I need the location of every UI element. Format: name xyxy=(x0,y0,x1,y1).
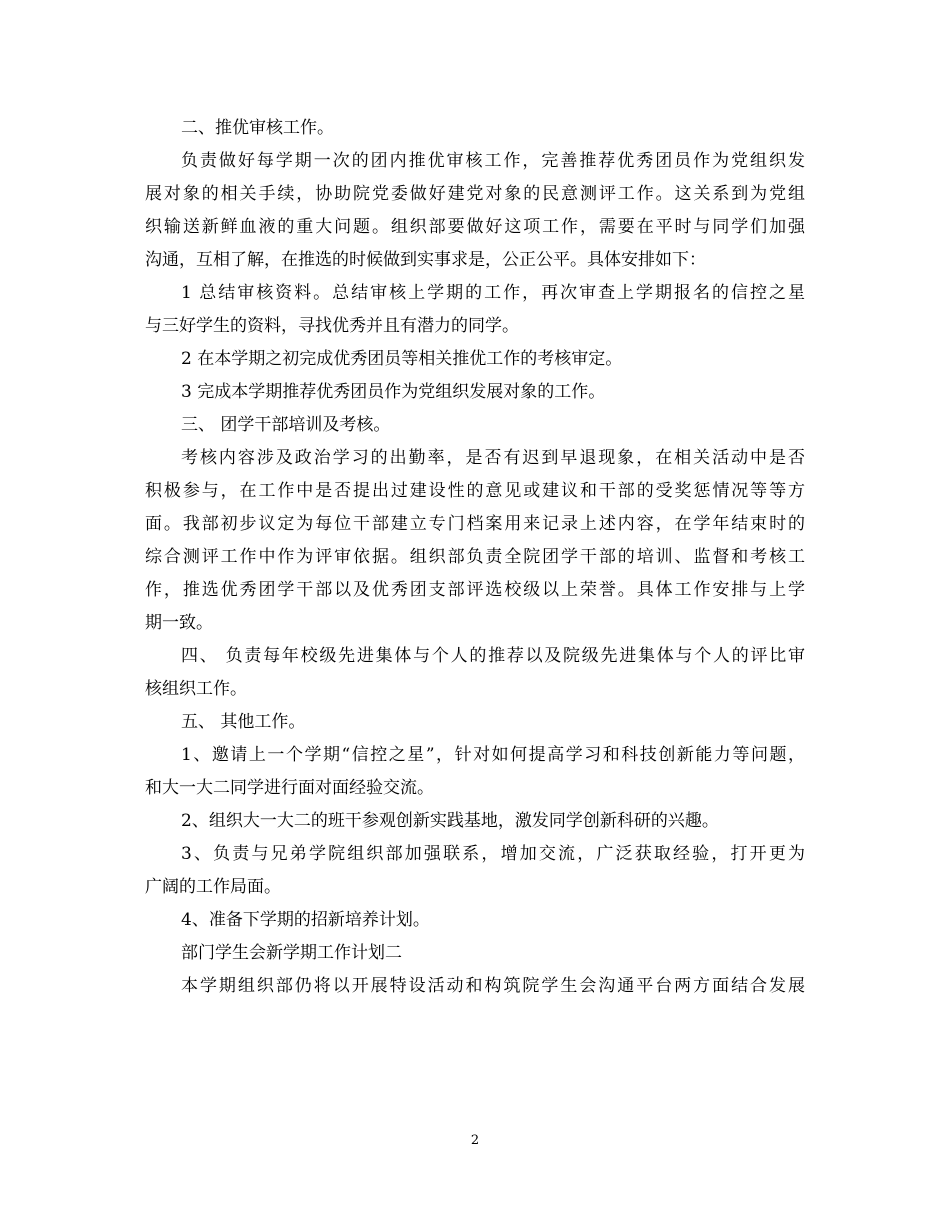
section-heading-4: 四、 负责每年校级先进集体与个人的推荐以及院级先进集体与个人的评比审 xyxy=(181,646,805,666)
paragraph-line: 面。我部初步议定为每位干部建立专门档案用来记录上述内容，在学年结束时的 xyxy=(145,514,805,534)
list-item-1: 1、邀请上一个学期“信控之星”，针对如何提高学习和科技创新能力等问题， xyxy=(181,745,805,765)
page-number: 2 xyxy=(470,1133,480,1148)
list-item-3: 3、负责与兄弟学院组织部加强联系，增加交流，广泛获取经验，打开更为 xyxy=(181,844,805,864)
paragraph-line: 负责做好每学期一次的团内推优审核工作，完善推荐优秀团员作为党组织发 xyxy=(181,151,805,171)
list-item-2: 2、组织大一大二的班干参观创新实践基地，激发同学创新科研的兴趣。 xyxy=(181,811,719,831)
paragraph-line: 综合测评工作中作为评审依据。组织部负责全院团学干部的培训、监督和考核工 xyxy=(145,547,805,567)
paragraph-line: 本学期组织部仍将以开展特设活动和构筑院学生会沟通平台两方面结合发展 xyxy=(181,976,805,996)
paragraph-line: 沟通，互相了解，在推选的时候做到实事求是，公正公平。具体安排如下： xyxy=(145,250,706,270)
paragraph-line: 期一致。 xyxy=(145,613,213,633)
list-item-1-cont: 与三好学生的资料，寻找优秀并且有潜力的同学。 xyxy=(145,316,519,336)
section-heading-4-cont: 核组织工作。 xyxy=(145,679,247,699)
paragraph-line: 作，推选优秀团学干部以及优秀团支部评选校级以上荣誉。具体工作安排与上学 xyxy=(145,580,805,600)
paragraph-line: 织输送新鲜血液的重大问题。组织部要做好这项工作，需要在平时与同学们加强 xyxy=(145,217,805,237)
paragraph-line: 积极参与，在工作中是否提出过建设性的意见或建议和干部的受奖惩情况等等方 xyxy=(145,481,805,501)
paragraph-line: 展对象的相关手续，协助院党委做好建党对象的民意测评工作。这关系到为党组 xyxy=(145,184,805,204)
paragraph-line: 考核内容涉及政治学习的出勤率，是否有迟到早退现象，在相关活动中是否 xyxy=(181,448,805,468)
section-heading-5: 五、 其他工作。 xyxy=(181,712,306,732)
list-item-1-cont: 和大一大二同学进行面对面经验交流。 xyxy=(145,778,434,798)
section-heading-2: 二、推优审核工作。 xyxy=(181,118,334,138)
list-item-3-cont: 广阔的工作局面。 xyxy=(145,877,281,897)
list-item-3: 3 完成本学期推荐优秀团员作为党组织发展对象的工作。 xyxy=(181,382,606,402)
list-item-2: 2 在本学期之初完成优秀团员等相关推优工作的考核审定。 xyxy=(181,349,623,369)
section-heading-3: 三、 团学干部培训及考核。 xyxy=(181,415,391,435)
document-body xyxy=(145,112,805,1003)
list-item-1: 1 总结审核资料。总结审核上学期的工作，再次审查上学期报名的信控之星 xyxy=(181,283,805,303)
plan-title: 部门学生会新学期工作计划二 xyxy=(181,943,402,963)
list-item-4: 4、准备下学期的招新培养计划。 xyxy=(181,910,430,930)
